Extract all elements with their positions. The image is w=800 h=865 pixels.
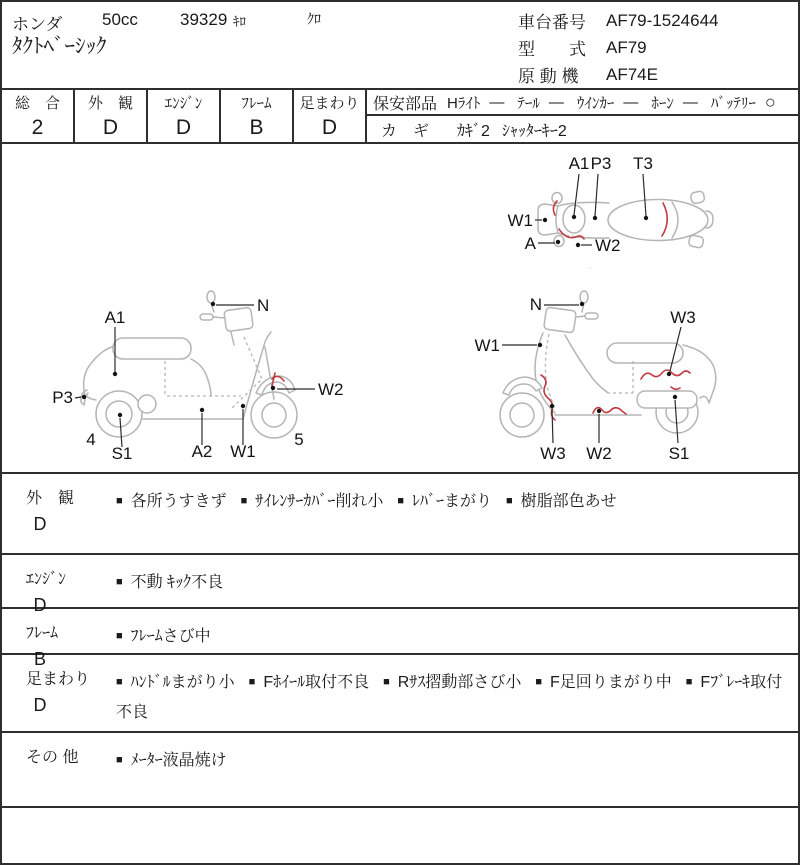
diagram-label-w1: W1 <box>507 211 533 230</box>
diagram-label-a1: A1 <box>104 308 126 327</box>
header <box>2 2 798 88</box>
bullet-icon: ■ <box>116 754 123 766</box>
diagram-label-n: N <box>529 295 542 314</box>
model-code-value: AF79 <box>606 37 647 57</box>
note-item: ■ ﾊﾝﾄﾞﾙまがり小 <box>116 674 235 691</box>
mileage-unit: ｷﾛ <box>233 14 246 29</box>
grade-cell-engine <box>148 90 221 142</box>
model-code-label: 型 式 <box>518 40 586 59</box>
bullet-icon: ■ <box>116 676 123 688</box>
grade-value: B <box>249 116 264 139</box>
section-label: 外 観 <box>26 490 75 507</box>
safety-item-headlight: Hﾗｲﾄ — <box>447 93 505 112</box>
grade-cell-overall <box>2 90 75 142</box>
bullet-icon: ■ <box>248 676 256 688</box>
engine-code-value: AF74E <box>606 64 658 84</box>
battery-ok-circle: ○ <box>764 92 776 112</box>
grade-label: 総 合 <box>14 95 60 112</box>
section-notes <box>98 474 798 553</box>
safety-parts-box <box>367 90 798 142</box>
empty-section <box>2 806 798 861</box>
tire-grade-front: 5 <box>294 430 304 449</box>
note-item: ■ Fﾎｲｰﾙ取付不良 <box>248 674 370 691</box>
grade-value: D <box>175 116 192 139</box>
diagram-label-w2: W2 <box>586 444 612 463</box>
diagram-label-w1: W1 <box>474 336 500 355</box>
bullet-icon: ■ <box>383 676 390 688</box>
section-head <box>2 609 98 669</box>
diagram-label-w3-bottom: W3 <box>540 444 566 463</box>
model-name: ﾀｸﾄﾍﾞｰｼｯｸ <box>12 35 107 58</box>
grade-label: 外 観 <box>87 95 133 112</box>
diagram-label-s1: S1 <box>111 444 133 463</box>
diagram-label-w3-top: W3 <box>670 308 696 327</box>
diagram-label-n: N <box>257 296 270 315</box>
side-left-leaders <box>502 302 681 443</box>
diagram-label-w2: W2 <box>318 380 344 399</box>
diagram-label-s1: S1 <box>668 444 690 463</box>
safety-parts-row <box>367 90 798 116</box>
shutter-key-count: ｼｬｯﾀｰｷｰ2 <box>501 122 567 140</box>
section-notes <box>98 609 798 653</box>
grade-label: 足まわり <box>299 95 360 112</box>
grade-cell-exterior <box>75 90 148 142</box>
body-color: ｸﾛ <box>307 11 321 27</box>
section-frame <box>2 607 798 669</box>
bullet-icon: ■ <box>240 495 248 507</box>
note-item: ■ ﾚﾊﾞｰまがり <box>397 493 493 510</box>
section-notes <box>98 555 798 607</box>
section-label: ｴﾝｼﾞﾝ <box>26 571 67 588</box>
section-engine <box>2 553 798 615</box>
section-undercarriage <box>2 653 798 731</box>
key-row <box>367 116 798 142</box>
note-item: ■ ﾌﾚｰﾑさび中 <box>116 628 211 645</box>
scooter-right-side-diagram <box>35 287 360 467</box>
grade-value: D <box>102 116 119 139</box>
safety-item-horn: ﾎｰﾝ — <box>651 93 698 112</box>
diagram-label-a1: A1 <box>568 154 590 173</box>
vehicle-codes <box>518 7 718 88</box>
section-head <box>2 733 98 806</box>
section-head <box>2 655 98 731</box>
grade-label: ﾌﾚｰﾑ <box>241 95 272 112</box>
section-head <box>2 474 98 553</box>
bullet-icon: ■ <box>397 495 404 507</box>
grade-label: ｴﾝｼﾞﾝ <box>164 95 203 112</box>
maker-name: ホンダ <box>12 15 63 34</box>
section-grade: D <box>33 695 47 715</box>
section-label: その 他 <box>26 749 79 766</box>
bullet-icon: ■ <box>116 576 123 588</box>
safety-item-battery: ﾊﾞｯﾃﾘｰ ○ <box>710 92 776 112</box>
key-count: ｶｷﾞ2 <box>457 122 490 140</box>
diagram-label-w1: W1 <box>230 442 256 461</box>
diagram-label-w2: W2 <box>595 236 621 255</box>
note-item: ■ Fﾌﾞﾚｰｷ取付不良 <box>116 674 783 721</box>
safety-item-winker: ｳｲﾝｶｰ — <box>576 93 639 112</box>
section-notes <box>98 655 798 731</box>
grade-value: 2 <box>31 116 44 139</box>
section-exterior <box>2 472 798 553</box>
note-item: ■ 各所うすきず <box>116 493 227 510</box>
damage-diagram-box <box>2 142 798 472</box>
section-other <box>2 731 798 806</box>
note-item: ■ ｻｲﾚﾝｻｰｶﾊﾞｰ削れ小 <box>240 493 384 510</box>
displacement: 50cc <box>102 10 138 29</box>
grade-cell-frame <box>221 90 294 142</box>
section-head <box>2 555 98 615</box>
mileage-value: 39329 <box>180 10 228 29</box>
note-item: ■ 樹脂部色あせ <box>506 493 617 510</box>
grade-cell-undercarriage <box>294 90 367 142</box>
diagram-label-p3: P3 <box>52 388 73 407</box>
section-notes <box>98 733 798 806</box>
scooter-left-side-diagram <box>465 287 795 467</box>
section-grade: B <box>33 649 46 669</box>
engine-code-label: 原 動 機 <box>518 67 579 86</box>
diagram-label-a: A <box>524 234 536 253</box>
chassis-number-row <box>518 7 718 34</box>
diagram-label-t3: T3 <box>633 154 653 173</box>
chassis-number-value: AF79-1524644 <box>606 10 719 30</box>
key-label: カ ギ <box>381 122 430 140</box>
section-grade: D <box>33 514 47 534</box>
model-code-row <box>518 34 718 61</box>
bullet-icon: ■ <box>116 495 123 507</box>
note-item: ■ ﾒｰﾀｰ液晶焼け <box>116 752 227 769</box>
bullet-icon: ■ <box>506 495 513 507</box>
grade-table <box>2 88 798 142</box>
chassis-number-label: 車台番号 <box>518 13 586 32</box>
bullet-icon: ■ <box>535 676 542 688</box>
safety-parts-title: 保安部品 <box>373 95 438 113</box>
safety-item-tail: ﾃｰﾙ — <box>517 93 564 112</box>
section-label: ﾌﾚｰﾑ <box>26 625 59 642</box>
grade-value: D <box>321 116 338 139</box>
bullet-icon: ■ <box>685 676 693 688</box>
section-grade: D <box>33 595 47 615</box>
diagram-label-a2: A2 <box>191 442 213 461</box>
note-item: ■ 不動 ｷｯｸ不良 <box>116 574 224 591</box>
engine-code-row <box>518 61 718 88</box>
section-label: 足まわり <box>26 671 91 688</box>
diagram-label-p3: P3 <box>590 154 612 173</box>
tire-grade-rear: 4 <box>86 430 96 449</box>
note-item: ■ Rｻｽ摺動部さび小 <box>383 674 522 691</box>
bullet-icon: ■ <box>116 630 123 642</box>
top-view-outline <box>538 173 713 268</box>
scooter-top-view-diagram <box>495 152 725 287</box>
note-item: ■ F足回りまがり中 <box>535 674 672 691</box>
